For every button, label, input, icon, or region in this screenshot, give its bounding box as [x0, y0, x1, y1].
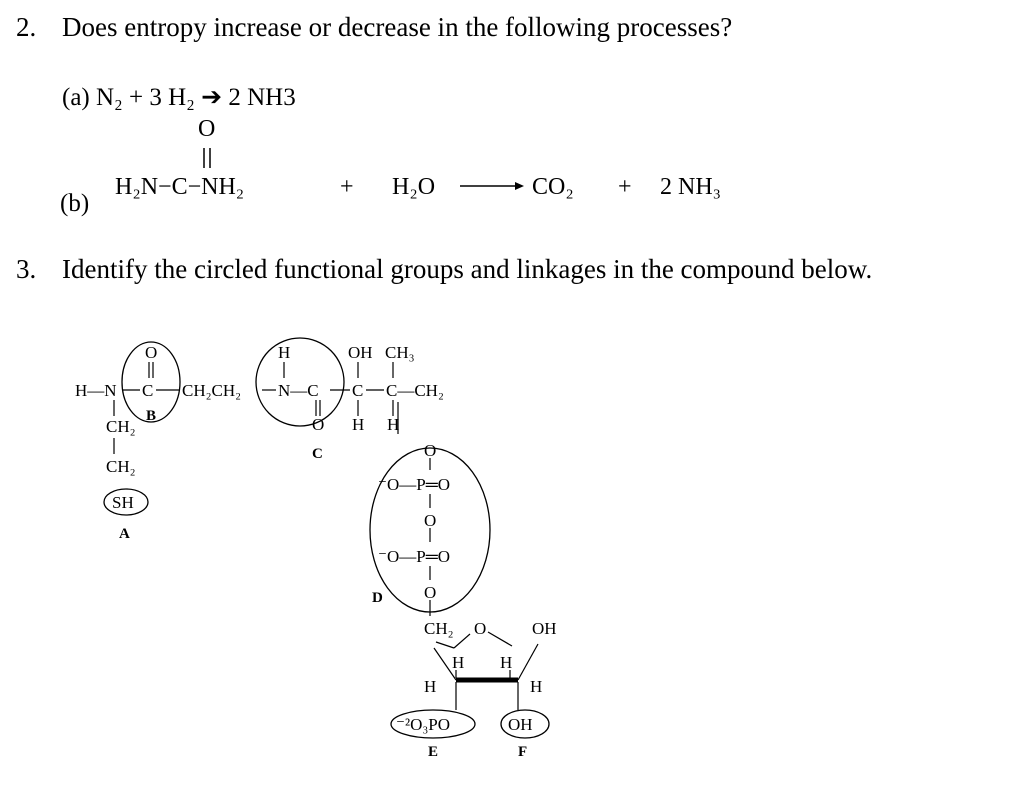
- label-f: F: [518, 744, 528, 760]
- atom-ring-h3: H: [424, 677, 437, 696]
- atom-ring-ch2: CH₂: [424, 619, 454, 638]
- atom-ring-o: O: [474, 619, 487, 638]
- atom-p1: ⁻O—P═O: [378, 475, 451, 494]
- atom-c1: C: [142, 381, 154, 400]
- equation-b: [0, 110, 800, 210]
- question-2: [16, 12, 732, 43]
- label-b: B: [146, 408, 157, 424]
- atom-ch2-b: CH₂: [106, 457, 136, 476]
- atom-h4: H: [387, 415, 400, 434]
- atom-bottom-oh: OH: [508, 715, 533, 734]
- part-a: [62, 82, 296, 112]
- bond: [488, 632, 512, 646]
- atom-ch3: CH₃: [385, 343, 415, 362]
- plus-sign: +: [340, 174, 354, 200]
- atom-p-o-bot: O: [424, 583, 437, 602]
- urea-reactant: H₂N−C−NH₂: [115, 174, 245, 200]
- bond: [436, 642, 454, 648]
- label-e: E: [428, 744, 439, 760]
- atom-ch2-a: CH₂: [106, 417, 136, 436]
- part-label: (a): [62, 84, 90, 111]
- atom-ring-h1: H: [452, 653, 465, 672]
- atom-o2: O: [312, 415, 325, 434]
- question-text: Identify the circled functional groups and linkages in the compound below.: [62, 254, 873, 284]
- equation-a: N₂ + 3 H₂ ➔ 2 NH3: [96, 84, 296, 111]
- atom-h-n: H—N: [75, 381, 117, 400]
- label-c: C: [312, 446, 323, 462]
- label-a: A: [119, 526, 130, 542]
- part-b-label: (b): [60, 190, 90, 217]
- atom-c4: C—CH₂: [386, 381, 444, 400]
- atom-phosphate: ⁻²O₃PO: [396, 715, 451, 734]
- bond: [518, 644, 538, 680]
- bond: [454, 634, 470, 648]
- atom-h2: H: [278, 343, 291, 362]
- label-d: D: [372, 590, 383, 606]
- atom-ring-oh: OH: [532, 619, 557, 638]
- atom-n2: N—C: [278, 381, 319, 400]
- atom-ring-h2: H: [500, 653, 513, 672]
- ammonia: 2 NH₃: [660, 174, 722, 200]
- atom-p-o-top: O: [424, 441, 437, 460]
- atom-o1: O: [145, 343, 158, 362]
- question-3: [16, 254, 872, 285]
- arrow-head-icon: [515, 182, 524, 190]
- atom-h3: H: [352, 415, 365, 434]
- atom-p2: ⁻O—P═O: [378, 547, 451, 566]
- atom-sh: SH: [112, 493, 134, 512]
- atom-chain: CH₂CH₂: [182, 381, 242, 400]
- question-number: 2.: [16, 12, 37, 42]
- water: H₂O: [392, 174, 436, 200]
- atom-oh: OH: [348, 343, 373, 362]
- carbon-dioxide: CO₂: [532, 174, 574, 200]
- atom-c3: C: [352, 381, 364, 400]
- atom-p-o-mid: O: [424, 511, 437, 530]
- plus-sign-2: +: [618, 174, 632, 200]
- atom-ring-h4: H: [530, 677, 543, 696]
- molecule-structure: [0, 330, 620, 770]
- question-number: 3.: [16, 254, 37, 284]
- question-text: Does entropy increase or decrease in the following processes?: [62, 12, 733, 42]
- carbonyl-oxygen: O: [198, 116, 216, 142]
